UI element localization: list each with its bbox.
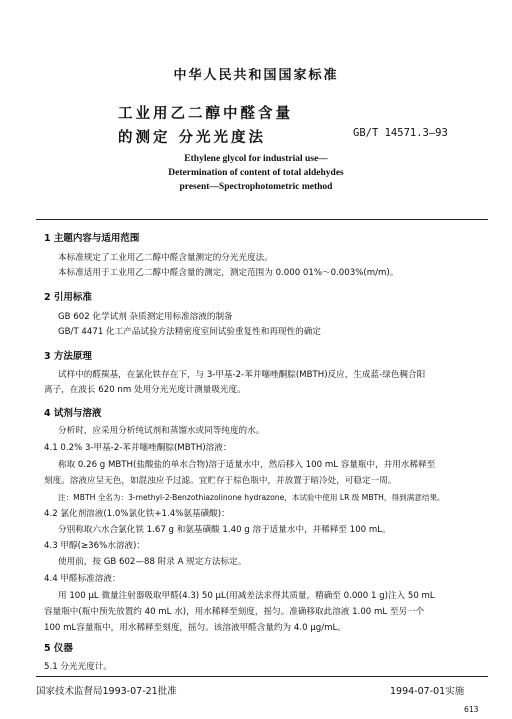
page-number: 613	[464, 705, 479, 714]
clause-4-4-line2: 容量瓶中(瓶中预先放置约 40 mL 水)，用水稀释至刻度，摇匀。准确移取此溶液 1.00 mL 至另一个	[44, 607, 425, 617]
clause-4-3-title: 4.3 甲醇(≥36%水溶液)：	[44, 541, 145, 551]
clause-4-1-title: 4.1 0.2% 3-甲基-2-苯并噻唑酮腙(MBTH)溶液：	[44, 443, 232, 453]
effective-date: 1994-07-01实施	[390, 686, 465, 697]
section-4-heading: 4 试剂与溶液	[44, 408, 102, 419]
clause-4-4-line1: 用 100 μL 微量注射器吸取甲醛(4.3) 50 μL(用减差法求得其质量，精确至 0.000 1 g)注入 50 mL	[58, 591, 435, 601]
clause-4-1-line1: 称取 0.26 g MBTH(盐酸盐的单水合物)溶于适量水中，然后移入 100 mL 容量瓶中，并用水稀释至	[58, 460, 436, 470]
clause-4-2-line1: 分别称取六水合氯化铁 1.67 g 和氨基磺酸 1.40 g 溶于适量水中，并稀释至 100 mL。	[58, 525, 391, 535]
clause-4-4-line3: 100 mL容量瓶中，用水稀释至刻度，摇匀。该溶液甲醛含量约为 4.0 μg/mL。	[44, 623, 346, 633]
section-4-intro: 分析时，应采用分析纯试剂和蒸馏水或同等纯度的水。	[58, 426, 265, 436]
english-title-line2: Determination of content of total aldehydes	[168, 168, 344, 178]
clause-4-3-line1: 使用前，按 GB 602—88 附录 A 规定方法标定。	[58, 557, 247, 567]
section-3-paragraph-line1: 试样中的醛羰基，在氯化铁存在下，与 3-甲基-2-苯并噻唑酮腙(MBTH)反应，生成蓝-绿色稠合阳	[58, 370, 426, 380]
standard-code: GB/T 14571.3—93	[353, 127, 448, 139]
section-3-heading: 3 方法原理	[44, 351, 92, 362]
document-title-line1: 工业用乙二醇中醛含量	[118, 106, 293, 122]
footer-divider	[36, 676, 488, 677]
clause-4-4-title: 4.4 甲醛标准溶液：	[44, 574, 121, 584]
clause-4-2-title: 4.2 氯化剂溶液(1.0%氯化铁+1.4%氨基磺酸)：	[44, 509, 230, 519]
clause-4-1-note: 注：MBTH 全名为：3-methyl-2-Benzothiazolinone hydrazone，本试验中使用 LR 级 MBTH，得到满意结果。	[58, 493, 445, 502]
approval-statement: 国家技术监督局1993-07-21批准	[36, 686, 177, 697]
clause-5-1-title: 5.1 分光光度计。	[44, 662, 112, 672]
section-3-paragraph-line2: 离子，在波长 620 nm 处用分光光度计测量吸光度。	[44, 385, 246, 395]
section-1-heading: 1 主题内容与适用范围	[44, 233, 140, 244]
reference-gbt4471: GB/T 4471 化工产品试验方法精密度室间试验重复性和再现性的确定	[58, 327, 321, 337]
standard-organization: 中华人民共和国国家标准	[173, 68, 339, 83]
section-5-heading: 5 仪器	[44, 643, 73, 654]
english-title-line1: Ethylene glycol for industrial use—	[184, 154, 328, 164]
reference-gb602: GB 602 化学试剂 杂质测定用标准溶液的制备	[58, 312, 233, 322]
section-1-paragraph-2: 本标准适用于工业用乙二醇中醛含量的测定，测定范围为 0.000 01%～0.003%(m/m)。	[58, 268, 399, 278]
header-divider	[36, 219, 488, 220]
clause-4-1-line2: 刻度。溶液应呈无色，如混浊应予过滤。宜贮存于棕色瓶中，并放置于暗冷处，可稳定一周。	[44, 476, 397, 486]
document-title-line2: 的测定 分光光度法	[118, 130, 267, 146]
english-title-line3: present—Spectrophotometric method	[179, 182, 333, 192]
section-2-heading: 2 引用标准	[44, 292, 92, 303]
section-1-paragraph-1: 本标准规定了工业用乙二醇中醛含量测定的分光光度法。	[58, 253, 273, 263]
